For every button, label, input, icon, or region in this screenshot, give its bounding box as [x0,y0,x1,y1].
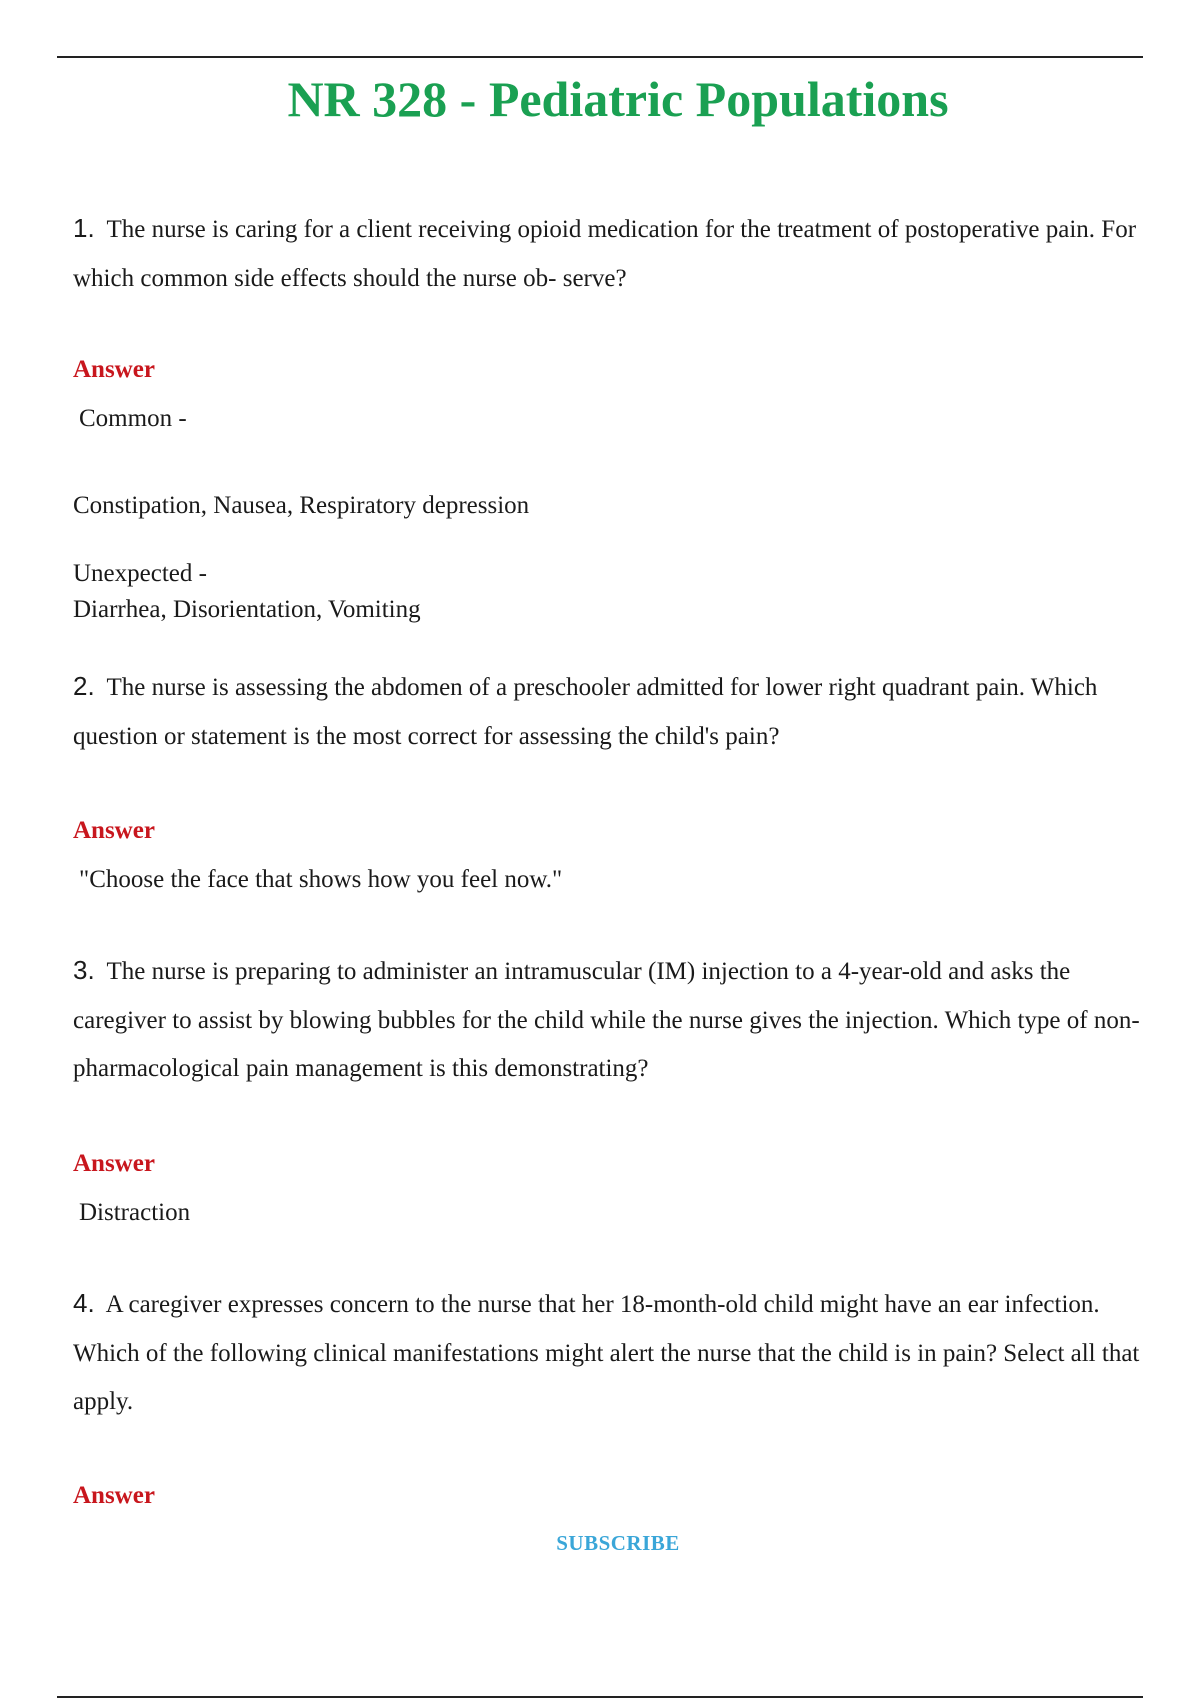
answer-3-line-1: Distraction [79,1199,191,1226]
subscribe-link[interactable]: SUBSCRIBE [556,1531,680,1555]
question-number: 3. [73,955,95,985]
question-4 [73,1279,1168,1427]
question-number: 1. [73,213,95,243]
answer-label-2: Answer [73,817,155,844]
answer-label-3: Answer [73,1150,155,1177]
question-1 [73,204,1168,303]
answer-label-1: Answer [73,356,155,383]
question-text: The nurse is assessing the abdomen of a preschooler admitted for lower right quadrant pain. Which question or statement is the most correct for assessing the child's pain? [73,674,1098,750]
bottom-rule [57,1696,1143,1698]
document-title: NR 328 - Pediatric Populations [287,71,949,127]
question-3 [73,946,1168,1094]
question-2 [73,662,1168,761]
answer-1-line-3: Unexpected - [73,560,207,587]
question-text: A caregiver expresses concern to the nurse that her 18-month-old child might have an ear infection. Which of the following clinical manifestations might alert the nurse that the child is in pain? Select all that apply. [73,1291,1140,1415]
question-number: 2. [73,671,95,701]
answer-1-line-2: Constipation, Nausea, Respiratory depression [73,492,530,519]
answer-label-4: Answer [73,1482,155,1509]
question-text: The nurse is caring for a client receiving opioid medication for the treatment of postoperative pain. For which common side effects should the nurse ob- serve? [73,216,1137,292]
question-number: 4. [73,1288,95,1318]
question-text: The nurse is preparing to administer an intramuscular (IM) injection to a 4-year-old and asks the caregiver to assist by blowing bubbles for the child while the nurse gives the injection. Which type of non-pharmacological pain management is this demonstrating? [73,958,1140,1082]
top-rule [57,56,1143,58]
answer-1-line-4: Diarrhea, Disorientation, Vomiting [73,596,421,623]
answer-2-line-1: "Choose the face that shows how you feel now." [79,866,563,893]
answer-1-line-1: Common - [79,405,187,432]
